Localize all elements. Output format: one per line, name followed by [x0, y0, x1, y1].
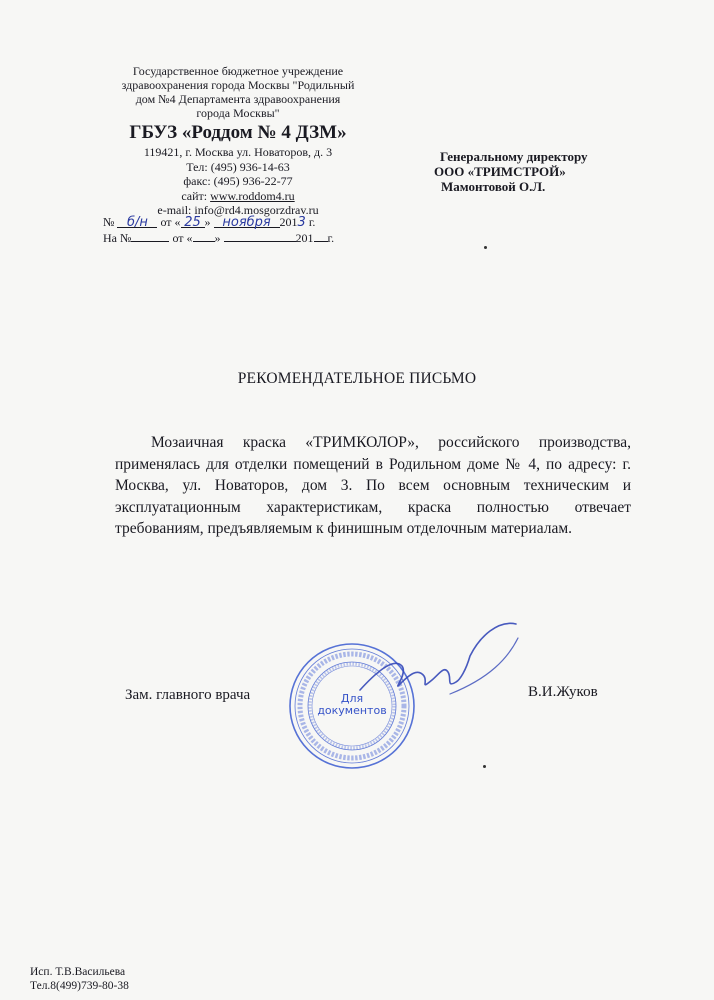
in-ref-from: от «	[169, 231, 193, 245]
org-site-label: сайт:	[181, 188, 211, 203]
in-ref-year-field[interactable]	[314, 229, 328, 242]
ref-day: 25	[184, 215, 201, 230]
stamp-text: Для документов	[317, 692, 387, 717]
ref-year-digit: 3	[297, 215, 306, 230]
ref-year-prefix: 201	[279, 215, 298, 229]
addressee-company: ООО «ТРИМСТРОЙ»	[434, 164, 566, 179]
ref-month-field	[214, 215, 280, 228]
handwritten-signature	[340, 618, 540, 708]
executor-name: Исп. Т.В.Васильева	[30, 966, 126, 978]
ref-day-field	[181, 215, 205, 228]
in-ref-month-sep: »	[214, 231, 224, 245]
addressee-person: Мамонтовой О.Л.	[441, 179, 546, 194]
org-line-4: города Москвы"	[196, 106, 280, 120]
ref-number-prefix: №	[103, 215, 115, 229]
org-line-2: здравоохранения города Москвы "Родильный	[121, 78, 355, 92]
ref-from-label: от «	[160, 215, 181, 229]
in-ref-month-field[interactable]	[224, 229, 296, 242]
in-ref-prefix: На №	[103, 231, 132, 245]
executor-block	[30, 965, 129, 993]
addressee-position: Генеральному директору	[440, 149, 588, 164]
in-ref-number-field[interactable]	[131, 229, 169, 242]
speck-dot	[484, 246, 487, 249]
letter-body: Мозаичная краска «ТРИМКОЛОР», российского производства, применялась для отделки помещений в Родильном доме № 4, по адресу: г. Москва, ул. Новаторов, дом 3. По всем основным техническим и эксплуатационным характеристикам, краска полностью отвечает требованиям, предъявляемым к финишным отделочным материалам.	[115, 434, 631, 537]
addressee-block	[434, 149, 588, 194]
org-address: 119421, г. Москва ул. Новаторов, д. 3	[143, 145, 333, 159]
in-ref-year-suffix: г.	[327, 231, 335, 245]
signatory-name: В.И.Жуков	[528, 684, 598, 700]
ref-month: ноября	[222, 215, 271, 230]
in-ref-year: 201	[295, 231, 314, 245]
speck-dot	[483, 765, 486, 768]
executor-phone: Тел.8(499)739-80-38	[30, 980, 129, 992]
signatory-role: Зам. главного врача	[125, 687, 251, 703]
org-phone: Тел: (495) 936-14-63	[186, 159, 290, 174]
ref-year-suffix: г.	[305, 215, 316, 229]
org-site-line	[88, 189, 388, 204]
org-fax: факс: (495) 936-22-77	[183, 174, 293, 188]
letter-title: РЕКОМЕНДАТЕЛЬНОЕ ПИСЬМО	[237, 370, 477, 387]
ref-number: б/н	[127, 215, 148, 230]
org-line-3: дом №4 Департамента здравоохранения	[135, 92, 341, 106]
outgoing-reference	[103, 215, 315, 230]
org-email: e-mail: info@rd4.mosgorzdrav.ru	[157, 203, 319, 217]
ref-month-sep: »	[204, 215, 211, 229]
org-short-name: ГБУЗ «Роддом № 4 ДЗМ»	[129, 122, 347, 143]
ref-number-field	[117, 215, 157, 228]
in-ref-day-field[interactable]	[193, 229, 215, 242]
org-line-1: Государственное бюджетное учреждение	[132, 64, 344, 78]
sender-block	[88, 64, 388, 218]
org-site-link[interactable]: www.roddom4.ru	[210, 188, 295, 203]
incoming-reference	[103, 229, 334, 246]
